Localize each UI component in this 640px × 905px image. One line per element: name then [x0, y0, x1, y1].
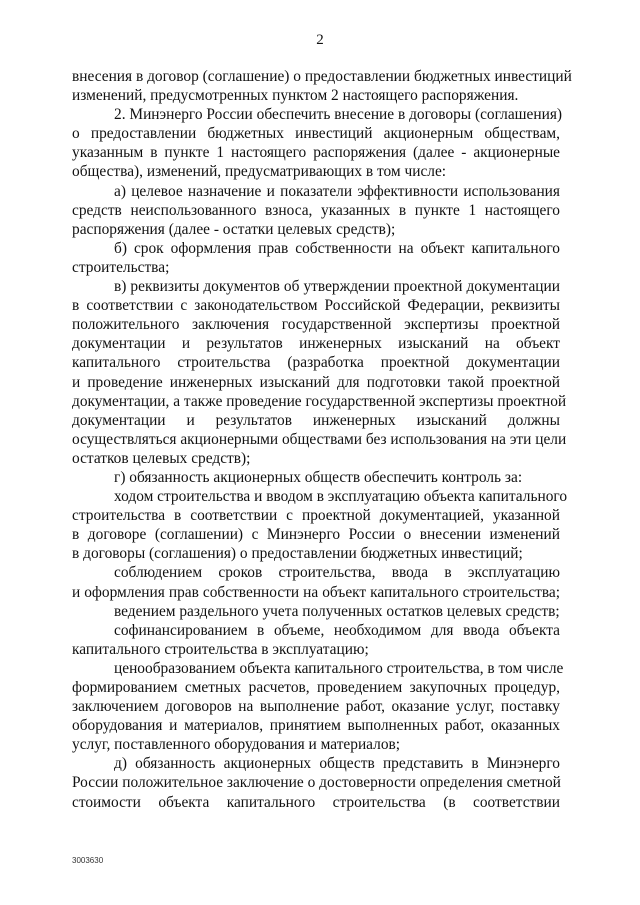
text-line: и проведение инженерных изысканий для подготовки такой проектной: [72, 373, 560, 391]
text-line: общества), изменений, предусматривающих в том числе:: [72, 163, 447, 181]
text-line: ценообразованием объекта капитального строительства, в том числе: [114, 659, 564, 677]
text-line: строительства;: [72, 258, 170, 276]
text-line: документации, а также проведение государственной экспертизы проектной: [72, 392, 567, 410]
text-line: в договоре (соглашении) с Минэнерго России о внесении изменений: [72, 526, 560, 544]
text-line: капитального строительства в эксплуатацию;: [72, 640, 369, 658]
text-line: г) обязанность акционерных обществ обеспечить контроль за:: [114, 468, 523, 486]
text-line: внесения в договор (соглашение) о предоставлении бюджетных инвестиций: [72, 68, 572, 85]
text-line: оборудования и материалов, принятием выполненных работ, оказанных: [72, 717, 560, 735]
text-line: и оформления прав собственности на объект капитального строительства;: [72, 583, 560, 601]
text-line: в) реквизиты документов об утверждении проектной документации: [114, 278, 560, 296]
text-line: формированием сметных расчетов, проведением закупочных процедур,: [72, 679, 560, 696]
text-line: документации и результатов инженерных изысканий должны: [72, 411, 560, 429]
text-line: указанным в пункте 1 настоящего распоряжения (далее - акционерные: [72, 144, 560, 162]
page-number: 2: [316, 32, 324, 48]
text-line: осуществляться акционерными обществами без использования на эти цели: [72, 430, 567, 448]
text-line: распоряжения (далее - остатки целевых средств);: [72, 220, 396, 238]
text-line: о предоставлении бюджетных инвестиций акционерным обществам,: [72, 125, 560, 143]
text-line: заключением договоров на выполнение работ, оказание услуг, поставку: [72, 698, 560, 716]
text-line: софинансированием в объеме, необходимом для ввода объекта: [114, 621, 560, 639]
text-line: остатков целевых средств);: [72, 449, 251, 467]
text-line: услуг, поставленного оборудования и материалов;: [72, 736, 401, 754]
text-line: строительства в соответствии с проектной документацией, указанной: [72, 507, 560, 525]
text-line: положительного заключения государственной экспертизы проектной: [72, 316, 560, 334]
text-line: стоимости объекта капитального строительства (в соответствии: [72, 793, 560, 811]
text-line: капитального строительства (разработка проектной документации: [72, 354, 560, 372]
text-line: документации и результатов инженерных изысканий на объект: [72, 335, 560, 353]
document-code: 3003630: [72, 856, 104, 865]
text-line: а) целевое назначение и показатели эффективности использования: [114, 182, 560, 200]
text-line: 2. Минэнерго России обеспечить внесение в договоры (соглашения): [114, 106, 563, 124]
text-line: соблюдением сроков строительства, ввода в эксплуатацию: [114, 564, 560, 582]
text-line: России положительное заключение о достоверности определения сметной: [72, 774, 561, 792]
text-line: изменений, предусмотренных пунктом 2 настоящего распоряжения.: [72, 87, 519, 105]
text-line: д) обязанность акционерных обществ представить в Минэнерго: [114, 755, 560, 773]
text-line: средств неиспользованного взноса, указанных в пункте 1 настоящего: [72, 201, 560, 219]
text-line: в соответствии с законодательством Российской Федерации, реквизиты: [72, 297, 560, 315]
document-body: [72, 67, 572, 812]
text-line: ведением раздельного учета полученных остатков целевых средств;: [114, 602, 560, 620]
text-line: в договоры (соглашения) о предоставлении бюджетных инвестиций;: [72, 545, 523, 563]
text-line: ходом строительства и вводом в эксплуатацию объекта капитального: [114, 488, 568, 506]
text-line: б) срок оформления прав собственности на объект капитального: [114, 239, 560, 257]
